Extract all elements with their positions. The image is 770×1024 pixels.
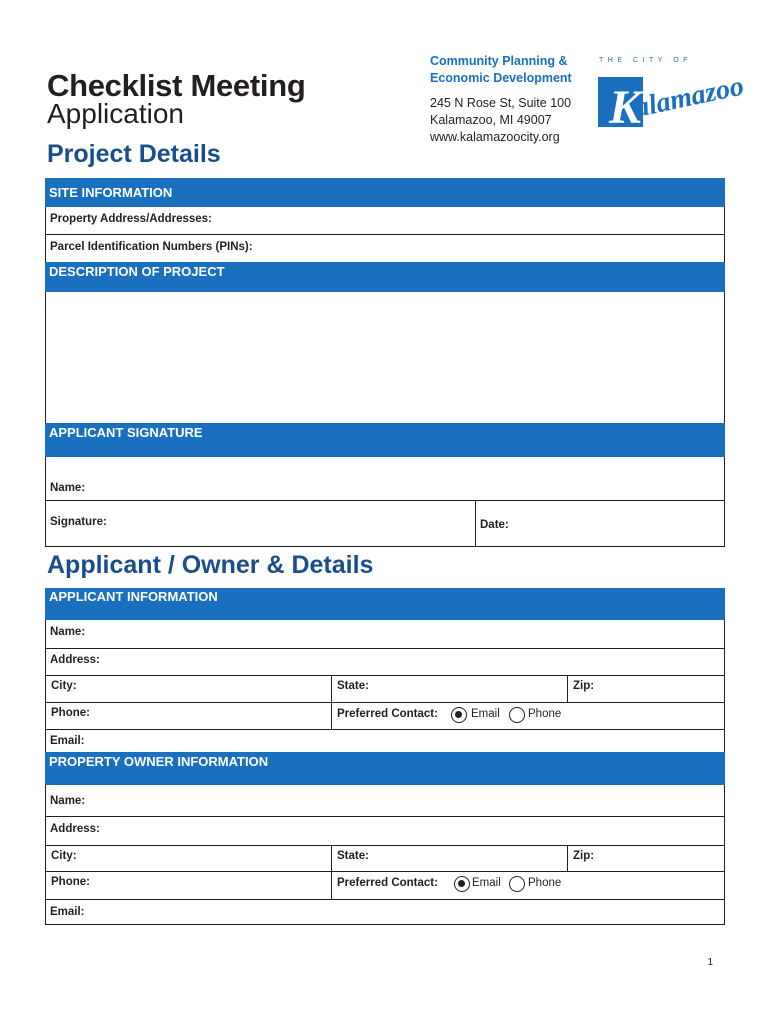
owner-state-label: State:: [337, 850, 369, 862]
property-address-field[interactable]: Property Address/Addresses:: [45, 207, 725, 235]
logo-k: K: [609, 81, 642, 134]
applicant-name-field[interactable]: Name:: [45, 457, 725, 501]
applicant-phone-label: Phone:: [51, 707, 90, 719]
site-info-bar: SITE INFORMATION: [45, 178, 725, 207]
org-name: [430, 53, 572, 87]
applicant-city-row: [45, 676, 725, 703]
parcel-pins-field[interactable]: Parcel Identification Numbers (PINs):: [50, 241, 253, 253]
applicant-phone-option: Phone: [528, 708, 562, 720]
owner-phone-option: Phone: [528, 877, 562, 889]
owner-preferred-contact-label: Preferred Contact:: [337, 877, 438, 889]
owner-phone-radio[interactable]: [509, 876, 525, 892]
city-logo: [597, 55, 747, 140]
org-line-1: Community Planning &: [430, 54, 568, 68]
page-number: 1: [707, 957, 713, 968]
page-title: Checklist Meeting: [47, 68, 306, 103]
address-line-2: Kalamazoo, MI 49007: [430, 113, 552, 127]
applicant-zip-label: Zip:: [573, 680, 595, 692]
applicant-name-input[interactable]: Name:: [45, 620, 725, 649]
owner-city-row: [45, 846, 725, 872]
applicant-email-radio[interactable]: [451, 707, 467, 723]
logo-main-text: alamazoo: [632, 70, 747, 124]
date-field[interactable]: Date:: [480, 519, 509, 531]
owner-name-input[interactable]: Name:: [45, 785, 725, 817]
owner-email-option: Email: [472, 877, 501, 889]
applicant-state-label: State:: [337, 680, 369, 692]
owner-email-input[interactable]: Email:: [50, 906, 85, 918]
owner-zip-label: Zip:: [573, 850, 595, 862]
owner-city-label: City:: [51, 850, 77, 862]
page-subtitle: Application: [47, 98, 184, 129]
applicant-phone-radio[interactable]: [509, 707, 525, 723]
applicant-divider-2: [567, 676, 568, 703]
description-bar: DESCRIPTION OF PROJECT: [45, 262, 725, 292]
applicant-address-input[interactable]: Address:: [45, 649, 725, 676]
radio-selected-dot: [455, 711, 462, 718]
signature-bar: APPLICANT SIGNATURE: [45, 423, 725, 457]
owner-divider-2: [567, 846, 568, 872]
website: www.kalamazoocity.org: [430, 130, 560, 144]
project-details-heading: Project Details: [47, 140, 221, 168]
applicant-city-label: City:: [51, 680, 77, 692]
description-field[interactable]: [45, 292, 725, 423]
org-address: [430, 95, 571, 146]
owner-info-bar: PROPERTY OWNER INFORMATION: [45, 752, 725, 785]
applicant-email-input[interactable]: Email:: [50, 735, 85, 747]
owner-phone-label: Phone:: [51, 876, 90, 888]
applicant-preferred-contact-label: Preferred Contact:: [337, 708, 438, 720]
org-line-2: Economic Development: [430, 71, 572, 85]
logo-top-text: THE CITY OF: [599, 57, 692, 64]
owner-address-input[interactable]: Address:: [45, 817, 725, 846]
radio-selected-dot: [458, 880, 465, 887]
owner-details-heading: Applicant / Owner & Details: [47, 551, 374, 579]
applicant-email-option: Email: [471, 708, 500, 720]
owner-email-radio[interactable]: [454, 876, 470, 892]
signature-field[interactable]: Signature:: [50, 516, 107, 528]
address-line-1: 245 N Rose St, Suite 100: [430, 96, 572, 110]
applicant-info-bar: APPLICANT INFORMATION: [45, 588, 725, 620]
